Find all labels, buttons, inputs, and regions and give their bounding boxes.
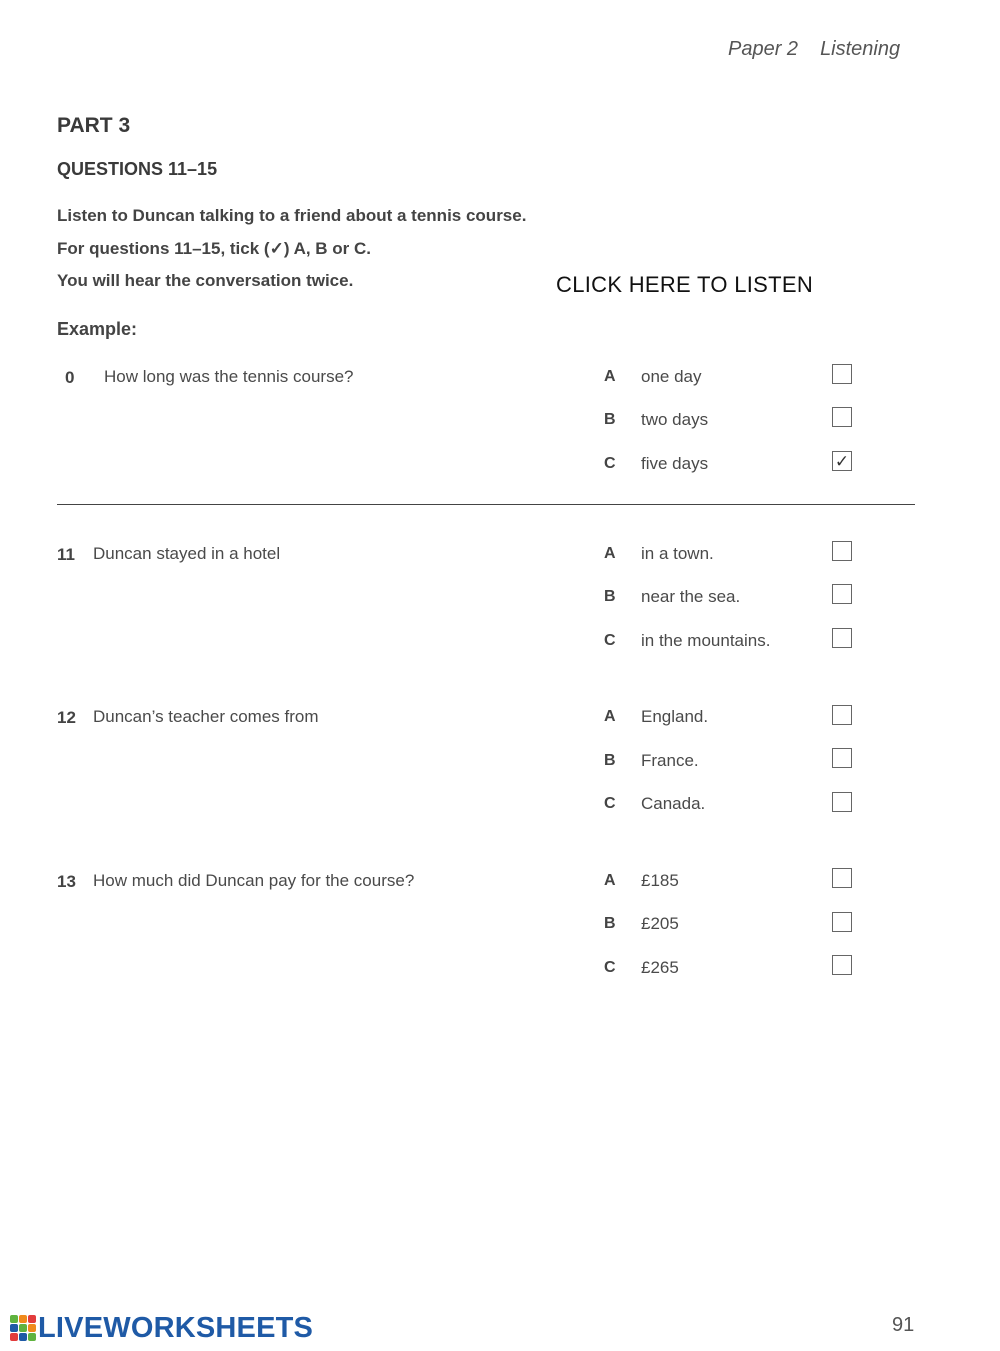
option-text: England. bbox=[641, 707, 709, 726]
instruction-line-1: Listen to Duncan talking to a friend about a tennis course. bbox=[57, 206, 527, 225]
option-letter: C bbox=[604, 959, 616, 976]
option-letter: A bbox=[604, 545, 616, 562]
answer-checkbox-ticked[interactable]: ✓ bbox=[832, 451, 852, 471]
answer-checkbox[interactable] bbox=[832, 364, 852, 384]
option-letter: A bbox=[604, 708, 616, 725]
liveworksheets-logo[interactable] bbox=[10, 1312, 313, 1344]
answer-checkbox[interactable] bbox=[832, 748, 852, 768]
answer-checkbox[interactable] bbox=[832, 628, 852, 648]
answer-checkbox[interactable] bbox=[832, 584, 852, 604]
question-range: QUESTIONS 11–15 bbox=[57, 159, 218, 179]
option-letter: C bbox=[604, 455, 616, 472]
option-text: five days bbox=[641, 454, 709, 473]
question-number: 11 bbox=[57, 545, 75, 564]
question-number: 13 bbox=[57, 872, 76, 891]
question-text: Duncan stayed in a hotel bbox=[93, 544, 281, 563]
option-letter: B bbox=[604, 915, 616, 932]
part-title: PART 3 bbox=[57, 114, 131, 137]
question-number: 0 bbox=[65, 368, 75, 387]
answer-checkbox[interactable] bbox=[832, 792, 852, 812]
answer-checkbox[interactable] bbox=[832, 868, 852, 888]
option-text: £185 bbox=[641, 871, 679, 890]
logo-grid-icon bbox=[10, 1315, 36, 1341]
answer-checkbox[interactable] bbox=[832, 705, 852, 725]
option-letter: A bbox=[604, 368, 616, 385]
option-text: in a town. bbox=[641, 544, 714, 563]
page-number: 91 bbox=[892, 1314, 915, 1336]
instruction-line-2: For questions 11–15, tick (✓) A, B or C. bbox=[57, 239, 372, 258]
option-text: Canada. bbox=[641, 794, 706, 813]
question-text: How long was the tennis course? bbox=[104, 367, 354, 386]
option-text: £265 bbox=[641, 958, 679, 977]
option-letter: C bbox=[604, 632, 616, 649]
option-letter: A bbox=[604, 872, 616, 889]
option-text: near the sea. bbox=[641, 587, 741, 606]
section-divider bbox=[57, 504, 915, 505]
question-text: How much did Duncan pay for the course? bbox=[93, 871, 415, 890]
brand-name: LIVEWORKSHEETS bbox=[38, 1311, 314, 1344]
option-letter: C bbox=[604, 795, 616, 812]
section-label: Listening bbox=[820, 38, 901, 60]
example-label: Example: bbox=[57, 319, 138, 339]
option-text: in the mountains. bbox=[641, 631, 771, 650]
page-header bbox=[728, 38, 900, 61]
instruction-line-3: You will hear the conversation twice. bbox=[57, 271, 354, 290]
question-number: 12 bbox=[57, 708, 76, 727]
option-letter: B bbox=[604, 752, 616, 769]
option-letter: B bbox=[604, 411, 616, 428]
option-text: France. bbox=[641, 751, 699, 770]
listen-button[interactable]: CLICK HERE TO LISTEN bbox=[556, 272, 814, 297]
answer-checkbox[interactable] bbox=[832, 541, 852, 561]
option-text: one day bbox=[641, 367, 702, 386]
option-letter: B bbox=[604, 588, 616, 605]
answer-checkbox[interactable] bbox=[832, 955, 852, 975]
option-text: £205 bbox=[641, 914, 679, 933]
answer-checkbox[interactable] bbox=[832, 912, 852, 932]
answer-checkbox[interactable] bbox=[832, 407, 852, 427]
paper-label: Paper 2 bbox=[728, 38, 799, 60]
question-text: Duncan’s teacher comes from bbox=[93, 707, 319, 726]
option-text: two days bbox=[641, 410, 709, 429]
